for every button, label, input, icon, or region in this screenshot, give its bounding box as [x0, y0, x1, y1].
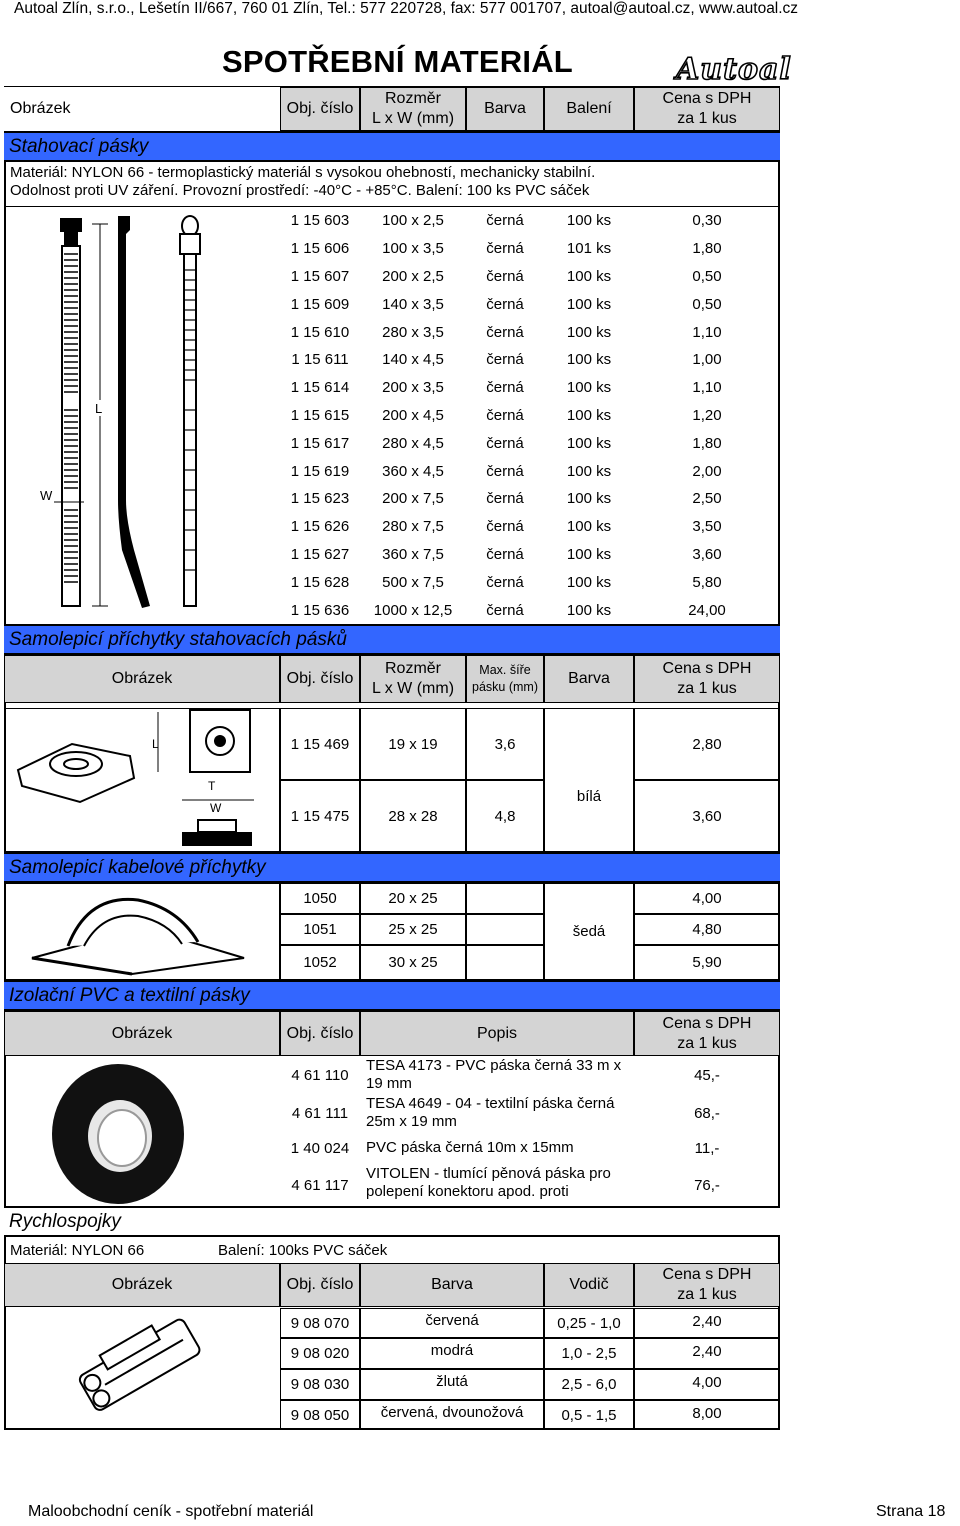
table-cell: 1 15 615: [290, 406, 350, 424]
description-cell: [366, 1057, 632, 1093]
table-cell: černá: [486, 212, 524, 230]
description-line-2: polepení konektoru apod. proti: [366, 1183, 569, 1200]
table-cell: černá: [486, 406, 524, 424]
table-cell: 1 15 636: [290, 601, 350, 619]
table-cell: černá: [486, 601, 524, 619]
table-cell: 200 x 4,5: [382, 406, 444, 424]
fig-label-l: L: [95, 401, 103, 416]
table-cell: 1 15 623: [290, 490, 350, 508]
table-cell: 76,-: [694, 1176, 720, 1194]
table-cell: 100 ks: [566, 212, 612, 230]
table-cell: černá: [486, 323, 524, 341]
table-cell: 4 61 111: [291, 1104, 349, 1122]
material-note-2: Odolnost proti UV záření. Provozní prostředí: -40°C - +85°C. Balení: 100 ks PVC sáček: [10, 182, 590, 199]
table-cell: 100 ks: [566, 573, 612, 591]
header-barva: Barva: [466, 87, 544, 131]
table-cell: 5,90: [692, 954, 722, 971]
table-cell: 1 15 610: [290, 323, 350, 341]
s2-header-obj: Obj. číslo: [280, 655, 360, 703]
header-obj-cislo: Obj. číslo: [280, 87, 360, 131]
table-cell: 500 x 7,5: [382, 573, 444, 591]
table-cell: 101 ks: [566, 240, 612, 258]
description-cell: [366, 1165, 632, 1201]
mount-label-t: T: [208, 779, 216, 793]
description-line-2: 19 mm: [366, 1075, 412, 1092]
table-cell: 68,-: [694, 1104, 720, 1122]
table-cell: 1 15 603: [290, 212, 350, 230]
table-cell: 0,5 - 1,5: [561, 1406, 617, 1424]
s5-header-obj: Obj. číslo: [280, 1263, 360, 1307]
table-cell: 280 x 7,5: [382, 518, 444, 536]
table-cell: žlutá: [436, 1373, 468, 1390]
s2-header-rozmer: Rozměr L x W (mm): [360, 655, 466, 703]
table-cell: 4,00: [692, 890, 722, 907]
table-cell: 280 x 3,5: [382, 323, 444, 341]
table-cell: 2,80: [692, 735, 722, 753]
table-cell: 1 15 617: [290, 434, 350, 452]
quick-connector-illustration: [60, 1312, 230, 1416]
table-cell: 4,00: [692, 1374, 722, 1391]
description-line-1: PVC páska černá 10m x 15mm: [366, 1139, 574, 1156]
s5-header-barva: Barva: [360, 1263, 544, 1307]
s4-header-obj: Obj. číslo: [280, 1011, 360, 1056]
table-cell: černá: [486, 267, 524, 285]
table-cell: černá: [486, 240, 524, 258]
table-cell: 1,20: [692, 406, 722, 424]
table-cell: černá: [486, 295, 524, 313]
s5-header-cena: Cena s DPH za 1 kus: [634, 1263, 780, 1307]
table-cell: 280 x 4,5: [382, 434, 444, 452]
table-cell: 1 15 614: [290, 379, 350, 397]
table-cell: černá: [486, 518, 524, 536]
table-cell-border: [466, 883, 544, 914]
table-cell: 1,80: [692, 434, 722, 452]
table-cell: 28 x 28: [388, 807, 438, 825]
section-izolacni-pasky: Izolační PVC a textilní pásky: [4, 980, 780, 1011]
table-cell: 100 ks: [566, 323, 612, 341]
table-cell: 25 x 25: [388, 921, 438, 938]
tape-roll-illustration: [48, 1062, 188, 1206]
table-cell: 1,10: [692, 379, 722, 397]
table-cell: 100 ks: [566, 462, 612, 480]
table-cell: 45,-: [694, 1066, 720, 1084]
table-cell: 1 15 609: [290, 295, 350, 313]
mount-label-l: L: [152, 737, 159, 751]
table-cell: černá: [486, 573, 524, 591]
table-cell: 100 ks: [566, 545, 612, 563]
section-kabelove-prichytky: Samolepicí kabelové příchytky: [4, 852, 780, 883]
table-cell: 1 15 606: [290, 240, 350, 258]
s4-header-cena: Cena s DPH za 1 kus: [634, 1011, 780, 1056]
table-cell: 9 08 050: [290, 1406, 350, 1424]
table-cell: 1,80: [692, 240, 722, 258]
description-cell: [366, 1095, 632, 1131]
rychlospojky-material: Materiál: NYLON 66: [10, 1242, 145, 1259]
table-cell: 19 x 19: [388, 735, 438, 753]
table-cell: 200 x 2,5: [382, 267, 444, 285]
table-cell: 1 15 619: [290, 462, 350, 480]
table-cell: 4 61 110: [291, 1066, 349, 1084]
table-cell: modrá: [430, 1342, 474, 1359]
table-cell: 30 x 25: [388, 954, 438, 971]
table-cell: 200 x 7,5: [382, 490, 444, 508]
fig-label-w: W: [40, 488, 53, 503]
description-line-1: VITOLEN - tlumící pěnová páska pro: [366, 1165, 611, 1182]
table-cell: 0,50: [692, 295, 722, 313]
table-cell: 1 15 469: [290, 735, 350, 753]
description-line-2: 25m x 19 mm: [366, 1113, 457, 1130]
table-cell: 1,00: [692, 351, 722, 369]
table-cell: 3,50: [692, 518, 722, 536]
s2-header-cena: Cena s DPH za 1 kus: [634, 655, 780, 703]
table-cell: 100 ks: [566, 267, 612, 285]
table-cell: 0,30: [692, 212, 722, 230]
company-contact-line: Autoal Zlín, s.r.o., Lešetín II/667, 760 01 Zlín, Tel.: 577 220728, fax: 577 001707, autoal@autoal.cz, www.autoal.cz: [14, 0, 799, 17]
table-cell: 360 x 7,5: [382, 545, 444, 563]
table-cell: 3,60: [692, 545, 722, 563]
table-cell: 360 x 4,5: [382, 462, 444, 480]
table-cell: 1000 x 12,5: [373, 601, 453, 619]
material-note-1: Materiál: NYLON 66 - termoplastický materiál s vysokou ohebností, mechanicky stabilní.: [10, 164, 596, 181]
color-cell: šedá: [572, 923, 606, 940]
page-title: SPOTŘEBNÍ MATERIÁL: [222, 44, 573, 79]
table-cell: 11,-: [694, 1139, 720, 1157]
table-cell: černá: [486, 434, 524, 452]
table-cell: 20 x 25: [388, 890, 438, 907]
table-cell: 3,60: [692, 807, 722, 825]
table-cell: 140 x 4,5: [382, 351, 444, 369]
s2-header-barva: Barva: [544, 655, 634, 703]
table-cell-border: [466, 945, 544, 980]
footer-page-number: Strana 18: [876, 1503, 946, 1520]
table-cell: 1051: [303, 921, 337, 938]
footer-left: Maloobchodní ceník - spotřební materiál: [28, 1503, 314, 1520]
table-cell: 5,80: [692, 573, 722, 591]
header-rozmer: Rozměr L x W (mm): [360, 87, 466, 131]
table-cell: 2,40: [692, 1312, 722, 1330]
table-cell: 1 15 627: [290, 545, 350, 563]
table-cell: 2,40: [692, 1343, 722, 1360]
table-cell: 2,50: [692, 490, 722, 508]
table-cell: 1,10: [692, 323, 722, 341]
header-baleni: Balení: [544, 87, 634, 131]
table-cell: 4 61 117: [291, 1176, 349, 1194]
table-cell: černá: [486, 545, 524, 563]
table-cell: 100 ks: [566, 295, 612, 313]
table-cell: 1050: [303, 890, 337, 907]
table-cell: 9 08 020: [290, 1345, 350, 1362]
table-cell: 100 x 3,5: [382, 240, 444, 258]
table-cell: 24,00: [688, 601, 726, 619]
table-cell: černá: [486, 351, 524, 369]
table-cell-border: [4, 708, 280, 852]
table-cell: 9 08 070: [290, 1314, 350, 1332]
table-cell: 100 ks: [566, 379, 612, 397]
table-cell: 100 ks: [566, 518, 612, 536]
table-cell: 200 x 3,5: [382, 379, 444, 397]
table-cell: 140 x 3,5: [382, 295, 444, 313]
description-cell: [366, 1139, 632, 1157]
table-cell: 100 x 2,5: [382, 212, 444, 230]
table-cell: 1 15 475: [290, 807, 350, 825]
table-cell-border: [4, 883, 280, 980]
s2-header-sire: Max. šíře pásku (mm): [466, 655, 544, 703]
table-cell: 1 15 628: [290, 573, 350, 591]
table-cell: 1052: [303, 954, 337, 971]
table-cell: 100 ks: [566, 601, 612, 619]
table-cell: 100 ks: [566, 351, 612, 369]
table-cell: 1,0 - 2,5: [561, 1345, 617, 1362]
table-cell: 9 08 030: [290, 1376, 350, 1393]
s5-header-obrazek: Obrázek: [4, 1263, 280, 1307]
table-cell: 3,6: [494, 735, 516, 753]
s4-header-popis: Popis: [360, 1011, 634, 1056]
table-cell: 100 ks: [566, 490, 612, 508]
header-cena: Cena s DPH za 1 kus: [634, 87, 780, 131]
table-cell: 0,25 - 1,0: [557, 1314, 621, 1332]
table-cell: 1 15 626: [290, 518, 350, 536]
table-cell: 1 40 024: [290, 1139, 350, 1157]
table-cell: 0,50: [692, 267, 722, 285]
table-cell: 100 ks: [566, 406, 612, 424]
table-cell: 100 ks: [566, 434, 612, 452]
mount-label-w: W: [210, 801, 222, 815]
header-obrazek: Obrázek: [4, 87, 280, 131]
table-cell: červená: [425, 1311, 479, 1329]
s2-header-obrazek: Obrázek: [4, 655, 280, 703]
s5-header-vodic: Vodič: [544, 1263, 634, 1307]
table-cell-border: [466, 914, 544, 945]
table-cell: 2,00: [692, 462, 722, 480]
table-cell: červená, dvounožová: [380, 1403, 524, 1421]
table-cell: 4,80: [692, 921, 722, 938]
table-cell: 2,5 - 6,0: [561, 1376, 617, 1393]
section-rychlospojky: Rychlospojky: [4, 1206, 780, 1237]
section-samolepici-prichytky: Samolepicí příchytky stahovacích pásků: [4, 624, 780, 655]
table-cell: černá: [486, 490, 524, 508]
s4-header-obrazek: Obrázek: [4, 1011, 280, 1056]
table-cell: černá: [486, 379, 524, 397]
section-stahovaci-pasky: Stahovací pásky: [4, 131, 780, 162]
table-cell: černá: [486, 462, 524, 480]
autoal-logo: Autoal: [676, 52, 792, 87]
table-cell: 1 15 607: [290, 267, 350, 285]
color-cell: bílá: [576, 787, 602, 805]
table-cell: 8,00: [692, 1404, 722, 1422]
description-line-1: TESA 4649 - 04 - textilní páska černá: [366, 1095, 615, 1112]
table-cell: 1 15 611: [291, 351, 349, 369]
description-line-1: TESA 4173 - PVC páska černá 33 m x: [366, 1057, 622, 1074]
table-cell: 4,8: [494, 807, 516, 825]
cable-tie-illustration: [30, 210, 240, 620]
rychlospojky-baleni: Balení: 100ks PVC sáček: [218, 1242, 388, 1259]
